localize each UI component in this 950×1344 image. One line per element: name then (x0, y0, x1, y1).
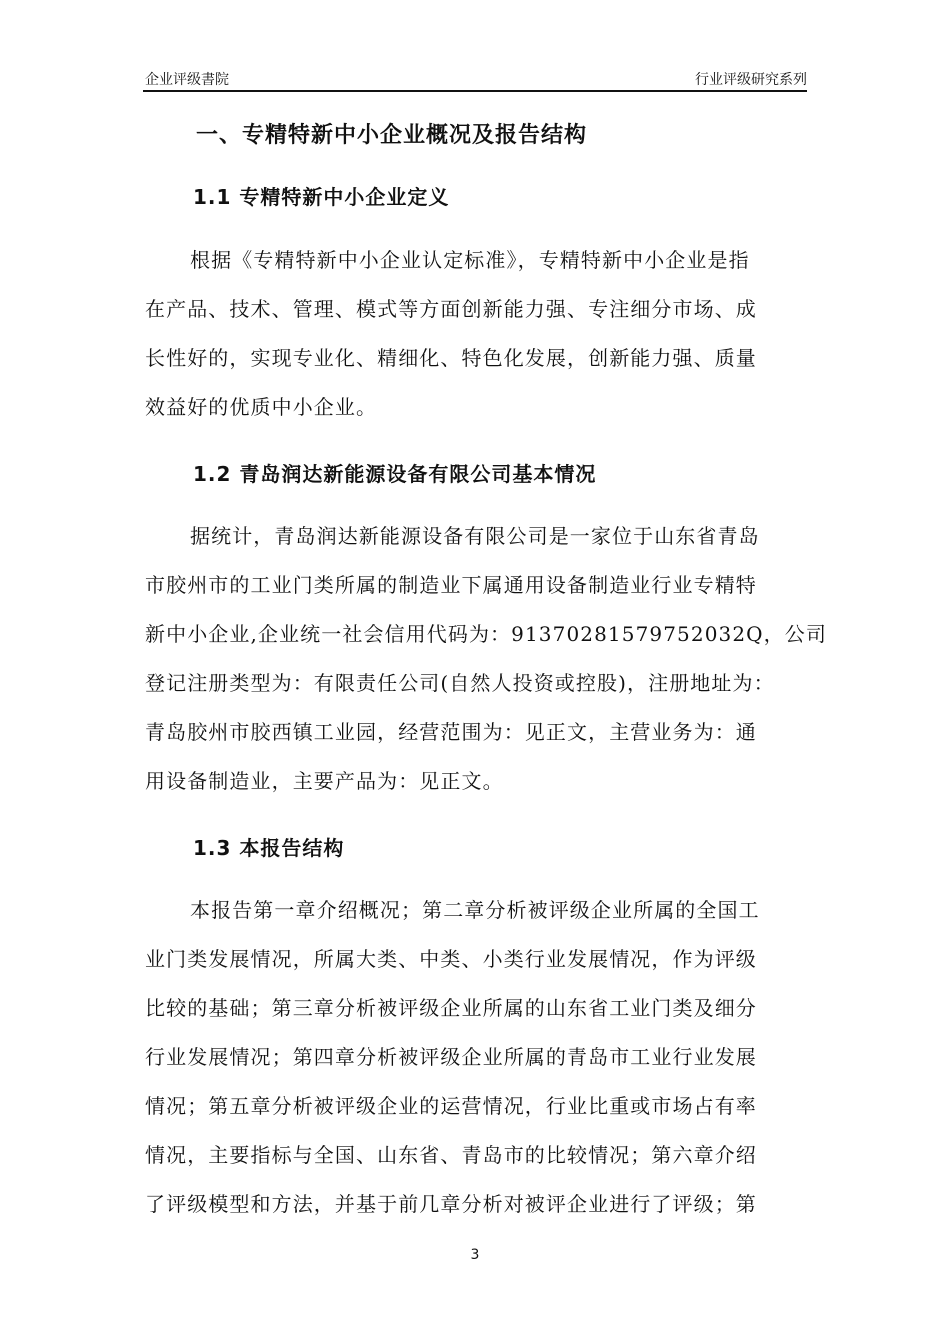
page-header (143, 66, 807, 92)
text-line: 比较的基础；第三章分析被评级企业所属的山东省工业门类及细分 (145, 996, 757, 1020)
section-title-1-1: 1.1 专精特新中小企业定义 (193, 185, 450, 209)
header-org-name: 企业评级書院 (145, 72, 229, 88)
section-body-1-3 (145, 886, 808, 1229)
text-line: 青岛胶州市胶西镇工业园，经营范围为：见正文，主营业务为：通 (145, 720, 757, 744)
text-line: 新中小企业,企业统一社会信用代码为：91370281579752032Q，公司 (145, 622, 827, 646)
text-line: 业门类发展情况，所属大类、中类、小类行业发展情况，作为评级 (145, 947, 757, 971)
text-line: 行业发展情况；第四章分析被评级企业所属的青岛市工业行业发展 (145, 1045, 757, 1069)
text-line: 效益好的优质中小企业。 (145, 395, 378, 419)
text-line: 用设备制造业，主要产品为：见正文。 (145, 769, 504, 793)
text-line: 情况；第五章分析被评级企业的运营情况，行业比重或市场占有率 (145, 1094, 757, 1118)
text-line: 在产品、技术、管理、模式等方面创新能力强、专注细分市场、成 (145, 297, 757, 321)
text-line: 市胶州市的工业门类所属的制造业下属通用设备制造业行业专精特 (145, 573, 757, 597)
chapter-title: 一、专精特新中小企业概况及报告结构 (196, 123, 588, 148)
text-line: 情况，主要指标与全国、山东省、青岛市的比较情况；第六章介绍 (145, 1143, 757, 1167)
header-series-name: 行业评级研究系列 (695, 72, 807, 88)
text-line: 据统计，青岛润达新能源设备有限公司是一家位于山东省青岛 (190, 524, 760, 548)
section-body-1-2 (145, 512, 827, 806)
section-title-1-2: 1.2 青岛润达新能源设备有限公司基本情况 (193, 462, 597, 486)
text-line: 长性好的，实现专业化、精细化、特色化发展，创新能力强、质量 (145, 346, 757, 370)
text-line: 本报告第一章介绍概况；第二章分析被评级企业所属的全国工 (190, 898, 760, 922)
text-line: 登记注册类型为：有限责任公司(自然人投资或控股)，注册地址为： (145, 671, 775, 695)
page-number: 3 (470, 1247, 480, 1263)
section-title-1-3: 1.3 本报告结构 (193, 836, 345, 860)
section-body-1-1 (145, 236, 808, 432)
text-line: 根据《专精特新中小企业认定标准》，专精特新中小企业是指 (190, 248, 750, 272)
text-line: 了评级模型和方法，并基于前几章分析对被评企业进行了评级；第 (145, 1192, 757, 1216)
